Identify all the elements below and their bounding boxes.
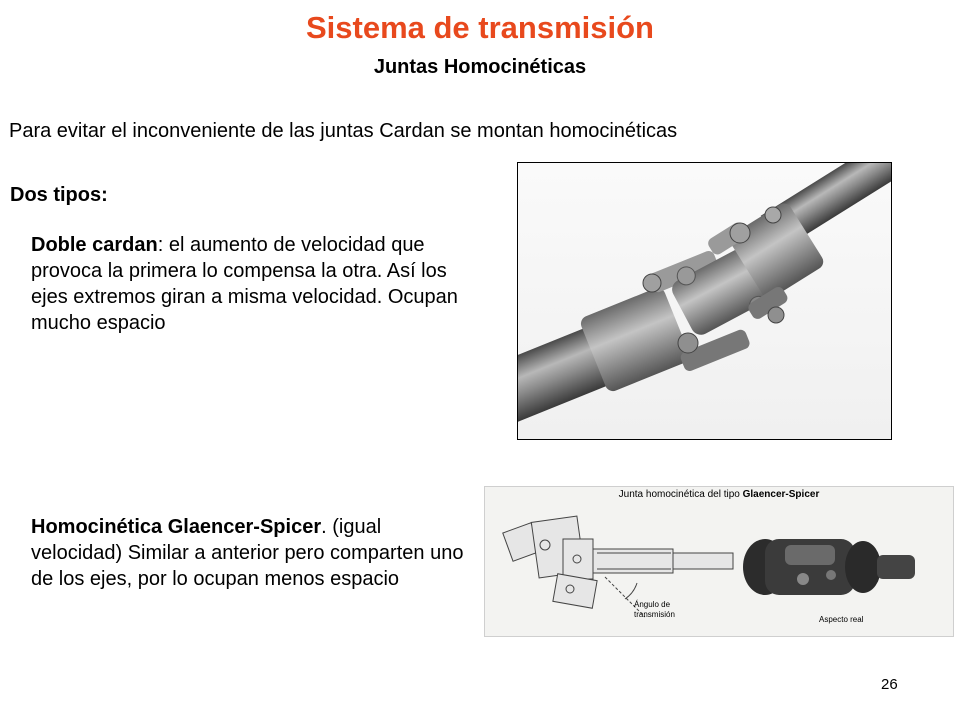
slide-title: Sistema de transmisión [305, 10, 654, 45]
double-cardan-text: : el aumento de velocidad que provoca la primera lo compensa la otra. Así los ejes extremos giran a misma velocidad. Ocupan mucho espacio [31, 234, 458, 334]
glaencer-text: . (igual velocidad) Similar a anterior pero comparten uno de los ejes, por lo ocupan menos espacio [31, 516, 464, 590]
real-aspect-label: Aspecto real [819, 615, 864, 624]
double-cardan-drawing [518, 163, 891, 439]
double-cardan-paragraph [31, 232, 471, 336]
glaencer-spicer-drawing [485, 487, 953, 636]
figure-caption-prefix: Junta homocinética del tipo [618, 489, 743, 500]
page-number: 26 [881, 676, 898, 693]
intro-text: Para evitar el inconveniente de las juntas Cardan se montan homocinéticas [9, 120, 678, 142]
angle-label: Ángulo de transmisión [634, 600, 675, 619]
figure-caption-bold: Glaencer-Spicer [742, 489, 820, 500]
glaencer-paragraph [31, 514, 471, 592]
glaencer-spicer-figure [484, 486, 954, 637]
double-cardan-term: Doble cardan [31, 234, 158, 256]
double-cardan-image [517, 162, 892, 440]
glaencer-term: Homocinética Glaencer-Spicer [31, 516, 322, 538]
types-heading: Dos tipos: [10, 184, 108, 206]
slide-subtitle: Juntas Homocinéticas [373, 56, 587, 78]
